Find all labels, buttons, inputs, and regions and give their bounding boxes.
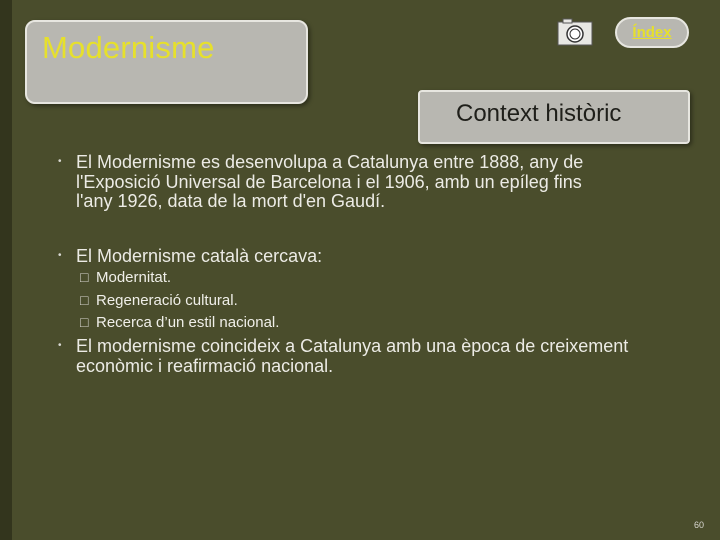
page-number: 60 [693,520,704,530]
sub-bullet-icon: □ [80,292,89,308]
sub-list-item: □ Modernitat. [80,269,172,286]
bullet-text-3: El modernisme coincideix a Catalunya amb una època de creixement econòmic i reafirmació nacional. [76,336,629,376]
bullet-text-2: El Modernisme català cercava: [76,246,323,266]
bullet-icon: • [58,156,62,167]
sub-bullet-icon: □ [80,269,89,285]
bullet-text-1: El Modernisme es desenvolupa a Catalunya entre 1888, any de l'Exposició Universal de Barcelona i el 1906, amb un epíleg fins l'any 1926, data de la mort d'en Gaudí. [76,152,584,211]
index-link[interactable]: Índex [632,24,672,41]
sub-list-item: □ Recerca d’un estil nacional. [80,314,280,331]
bullet-icon: • [58,340,62,351]
sub-bullet-icon: □ [80,314,89,330]
slide-subtitle: Context històric [456,100,622,127]
slide-title: Modernisme [42,30,215,65]
sub-list-item: □ Regeneració cultural. [80,292,238,309]
bullet-icon: • [58,250,62,261]
